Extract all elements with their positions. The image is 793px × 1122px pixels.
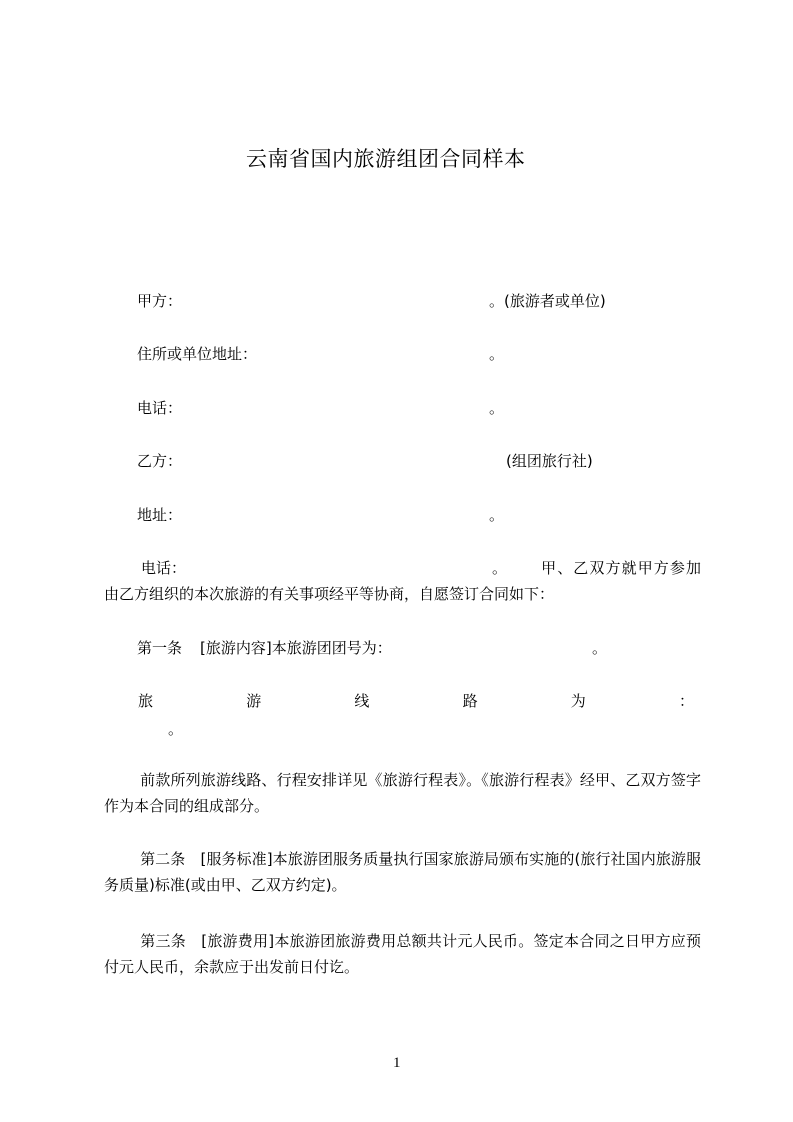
intro-paragraph bbox=[104, 555, 701, 607]
party-b-suffix: (组团旅行社) bbox=[506, 452, 593, 470]
article3-paragraph bbox=[104, 928, 701, 980]
article3-text: 第三条 [旅游费用]本旅游团旅游费用总额共计元人民币。签定本合同之日甲方应预付元人民币，余款应于出发前日付讫。 bbox=[104, 932, 701, 976]
b-address-label: 地址： bbox=[137, 506, 183, 524]
itinerary-paragraph bbox=[104, 767, 701, 819]
route-suffix: 。 bbox=[168, 720, 184, 738]
page-number: 1 bbox=[393, 1055, 401, 1071]
b-phone-suffix: 。 bbox=[492, 559, 508, 577]
document-title: 云南省国内旅游组团合同样本 bbox=[246, 147, 526, 171]
party-a-label: 甲方： bbox=[137, 292, 183, 310]
article1-label: 第一条 bbox=[137, 639, 183, 657]
phone-label: 电话： bbox=[137, 399, 183, 417]
address-label: 住所或单位地址： bbox=[137, 345, 258, 363]
itinerary-text: 前款所列旅游线路、行程安排详见《旅游行程表》。《旅游行程表》经甲、乙双方签字作为本合同的组成部分。 bbox=[104, 771, 701, 815]
b-address-suffix: 。 bbox=[489, 506, 505, 524]
route-char: 线 bbox=[354, 692, 370, 710]
route-char: 旅 bbox=[138, 692, 154, 710]
article1-text: [旅游内容]本旅游团团号为： bbox=[200, 639, 392, 657]
intro-text: 甲、乙双方就甲方参加由乙方组织的本次旅游的有关事项经平等协商，自愿签订合同如下： bbox=[104, 559, 701, 603]
article1-suffix: 。 bbox=[592, 639, 608, 657]
route-char: 路 bbox=[462, 692, 478, 710]
route-char: 游 bbox=[246, 692, 262, 710]
article2-text: 第二条 [服务标准]本旅游团服务质量执行国家旅游局颁布实施的(旅行社国内旅游服务质量)标准(或由甲、乙双方约定)。 bbox=[104, 850, 701, 894]
phone-suffix: 。 bbox=[489, 399, 505, 417]
route-char: 为 bbox=[570, 692, 586, 710]
article2-paragraph bbox=[104, 846, 701, 898]
route-line bbox=[138, 691, 694, 711]
route-char: ： bbox=[678, 692, 694, 710]
address-suffix: 。 bbox=[489, 345, 505, 363]
b-phone-label: 电话： bbox=[141, 559, 187, 577]
party-b-label: 乙方： bbox=[137, 452, 183, 470]
party-a-suffix: 。(旅游者或单位) bbox=[489, 292, 606, 310]
